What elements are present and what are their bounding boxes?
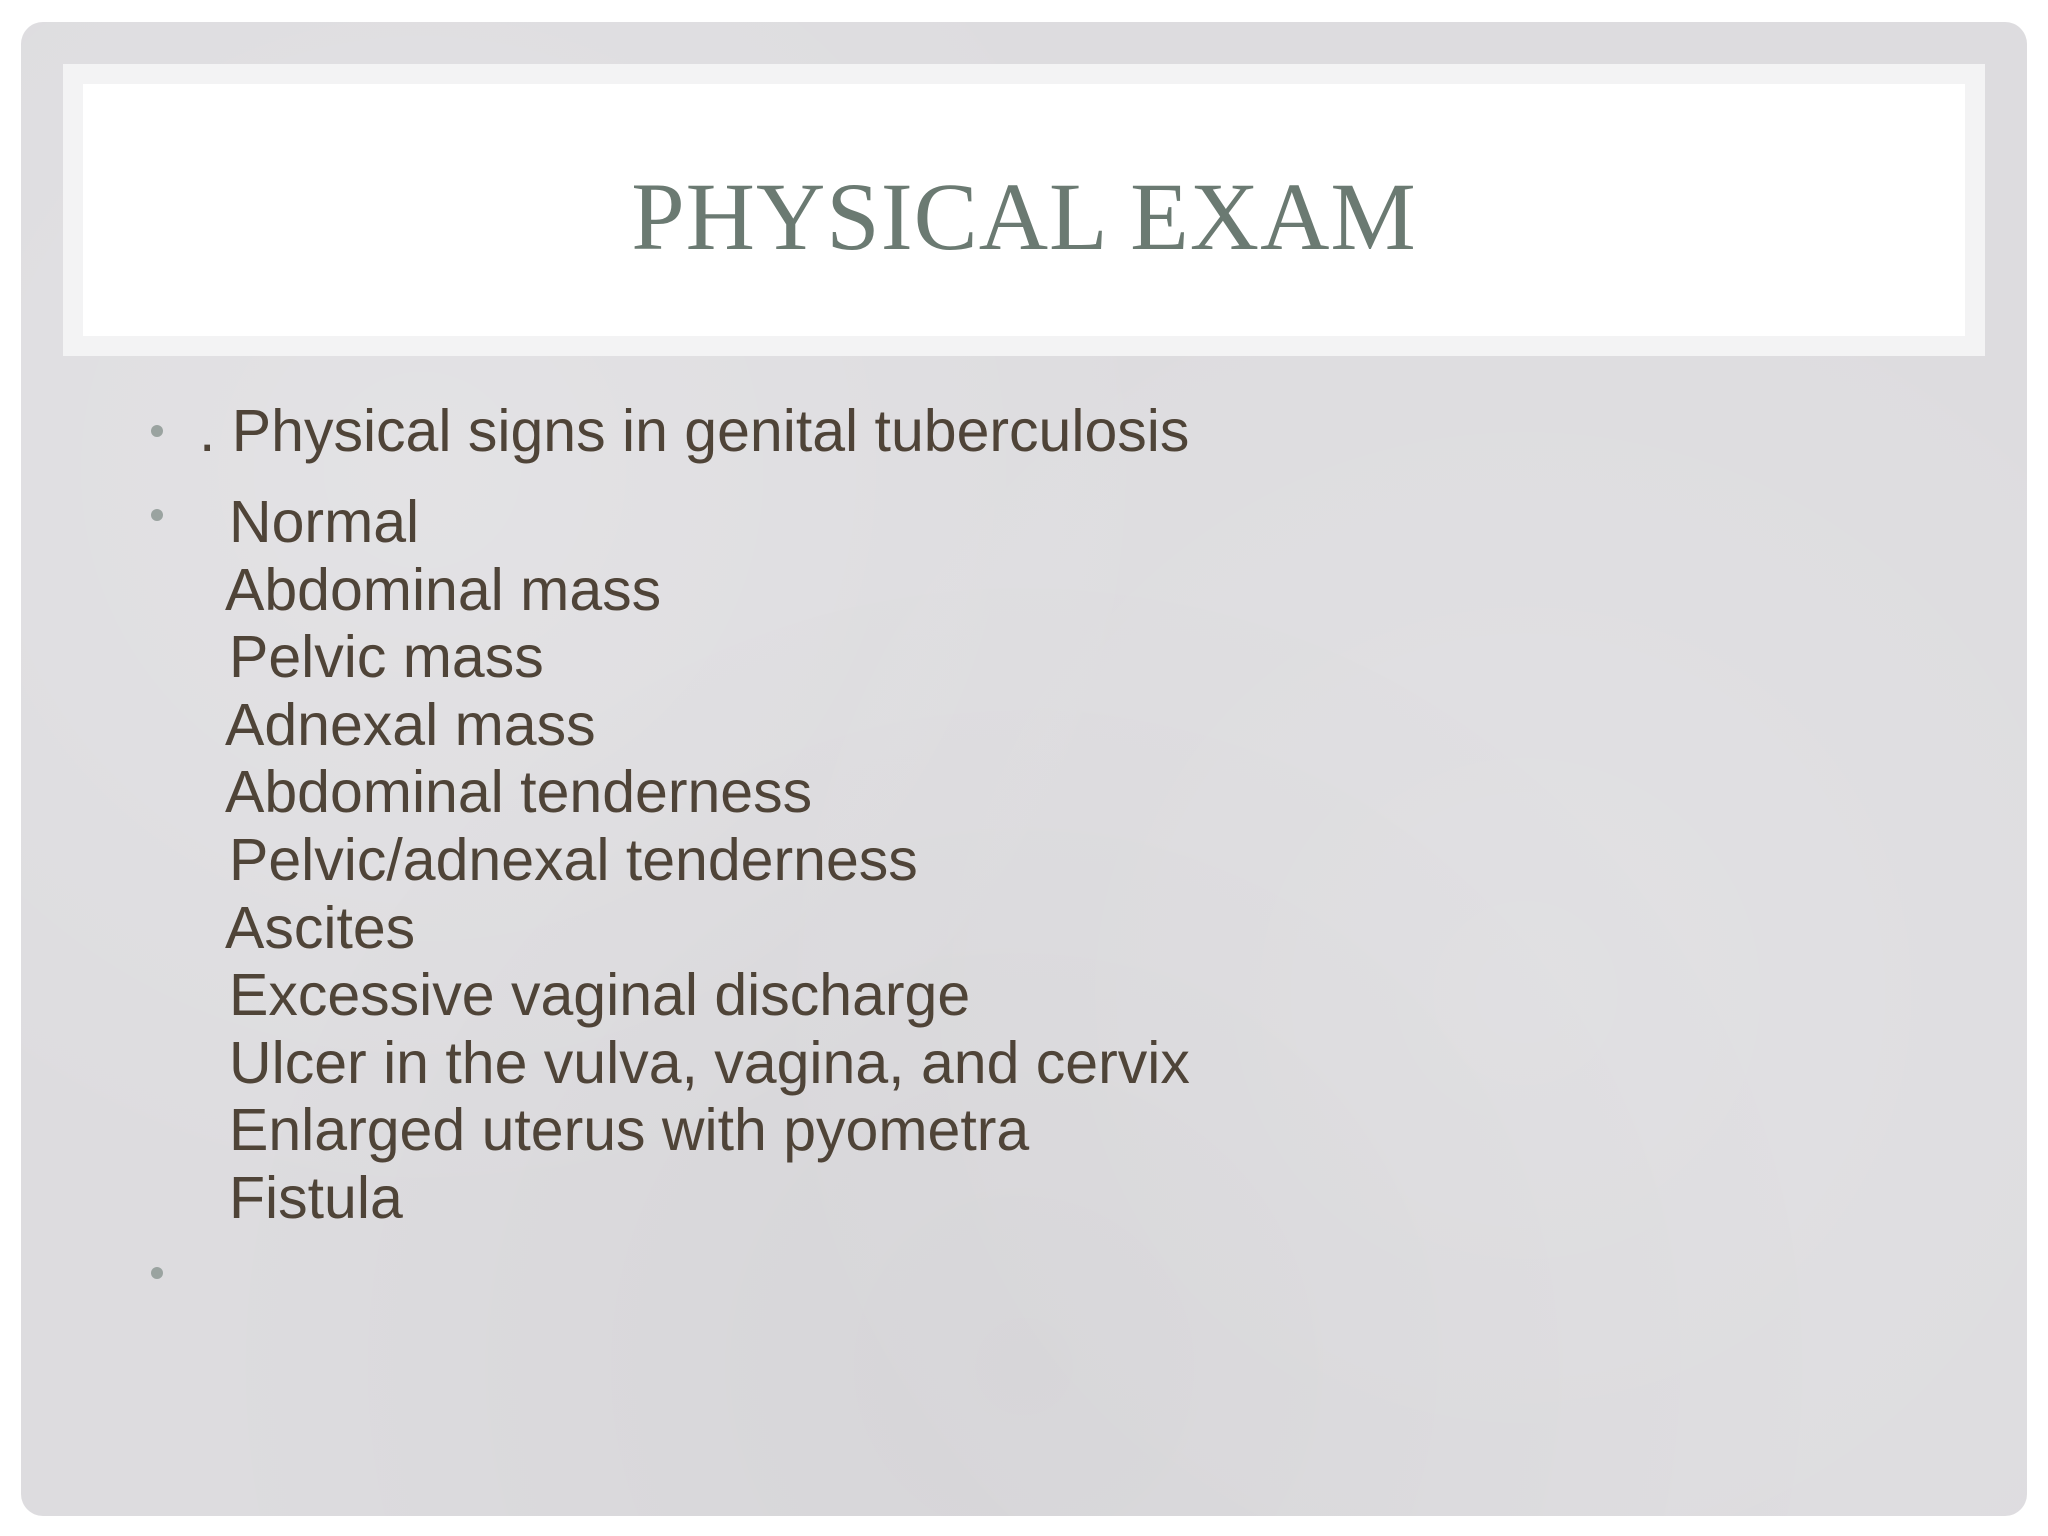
list-item: Ulcer in the vulva, vagina, and cervix [229, 1029, 1190, 1096]
list-item: Fistula [229, 1164, 403, 1231]
list-item: Ascites [225, 894, 416, 961]
list-item: Pelvic mass [229, 624, 544, 691]
bullet-icon [151, 1267, 163, 1279]
list-item: Abdominal mass [225, 556, 662, 623]
list-item: Abdominal tenderness [225, 759, 813, 826]
bullet-icon [151, 425, 163, 437]
signs-list [225, 489, 1190, 1233]
list-item: Enlarged uterus with pyometra [229, 1097, 1030, 1164]
slide [21, 22, 2027, 1516]
list-item: Excessive vaginal discharge [229, 962, 971, 1029]
slide-title: PHYSICAL EXAM [631, 163, 1417, 270]
bullet-icon [151, 509, 163, 521]
list-item: Adnexal mass [225, 691, 596, 758]
slide-body [21, 22, 2027, 1516]
list-item: Pelvic/adnexal tenderness [229, 826, 918, 893]
intro-text: . Physical signs in genital tuberculosis [199, 398, 1190, 464]
list-item: Normal [229, 489, 420, 555]
